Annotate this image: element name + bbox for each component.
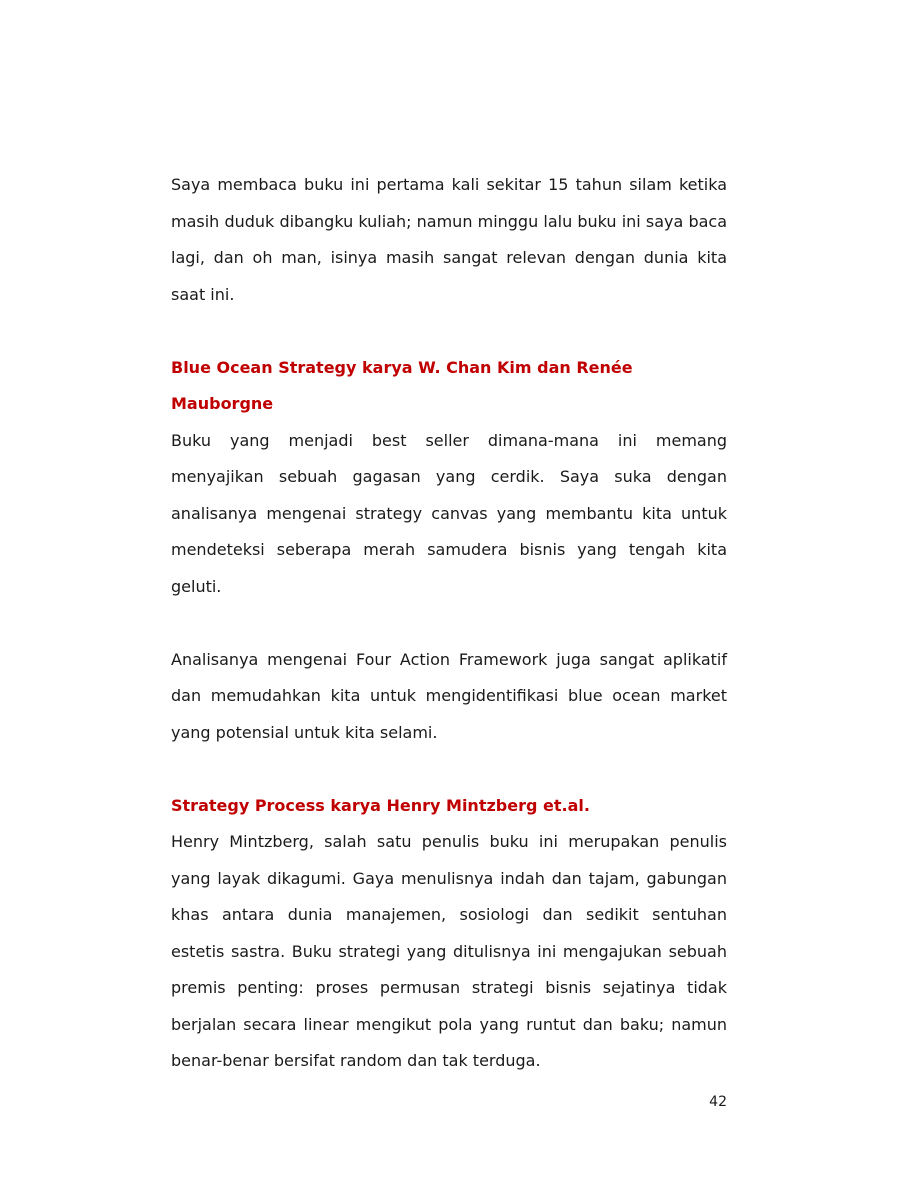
spacer bbox=[171, 751, 727, 788]
page-number: 42 bbox=[709, 1094, 727, 1110]
section-heading-blue-ocean: Blue Ocean Strategy karya W. Chan Kim dan Renée Mauborgne bbox=[171, 357, 633, 413]
blue-ocean-paragraph-2: Analisanya mengenai Four Action Framework juga sangat aplikatif dan memudahkan kita untuk mengidentifikasi blue ocean market yang potensial untuk kita selami. bbox=[171, 649, 727, 742]
page-body bbox=[171, 167, 727, 1080]
blue-ocean-paragraph-1: Buku yang menjadi best seller dimana-mana ini memang menyajikan sebuah gagasan yang cerdik. Saya suka dengan analisanya mengenai strategy canvas yang membantu kita untuk mendeteksi seberapa merah samudera bisnis yang tengah kita geluti. bbox=[171, 430, 727, 596]
spacer bbox=[171, 313, 727, 350]
spacer bbox=[171, 605, 727, 642]
strategy-process-paragraph: Henry Mintzberg, salah satu penulis buku ini merupakan penulis yang layak dikagumi. Gaya menulisnya indah dan tajam, gabungan khas antara dunia manajemen, sosiologi dan sedikit sentuhan estetis sastra. Buku strategi yang ditulisnya ini mengajukan sebuah premis penting: proses permusan strategi bisnis sejatinya tidak berjalan secara linear mengikut pola yang runtut dan baku; namun benar-benar bersifat random dan tak terduga. bbox=[171, 832, 727, 1070]
intro-paragraph: Saya membaca buku ini pertama kali sekitar 15 tahun silam ketika masih duduk dibangku kuliah; namun minggu lalu buku ini saya baca lagi, dan oh man, isinya masih sangat relevan dengan dunia kita saat ini. bbox=[171, 175, 727, 304]
section-heading-strategy-process: Strategy Process karya Henry Mintzberg et.al. bbox=[171, 795, 590, 815]
